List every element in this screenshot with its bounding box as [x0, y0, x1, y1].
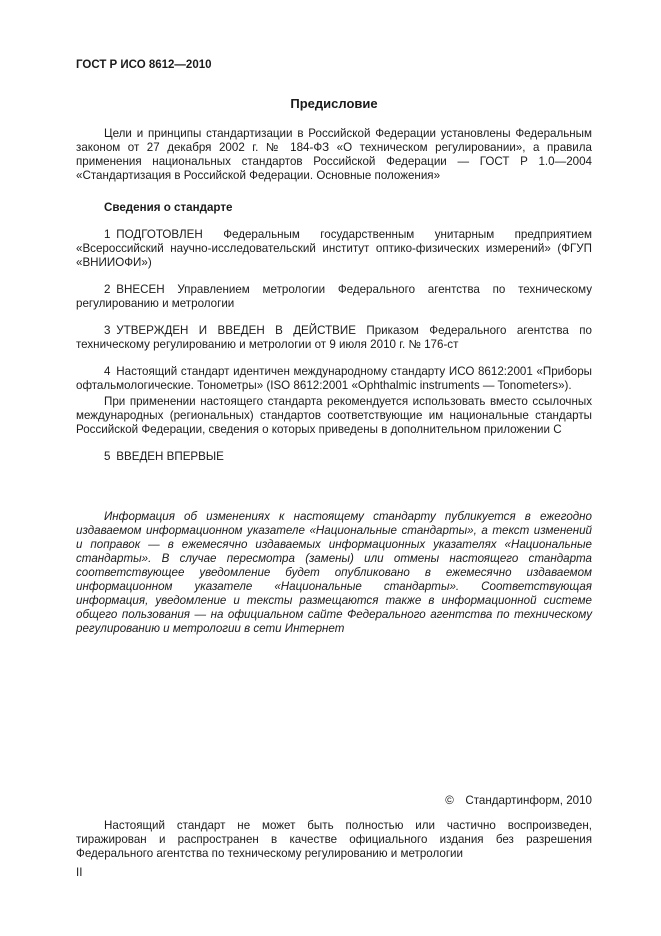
- page-number: II: [76, 866, 83, 879]
- standard-item-1-prepared: 1 ПОДГОТОВЛЕН Федеральным государственным унитарным предприятием «Всероссийский научно-исследовательский институт оптико-физических измерений» (ФГУП «ВНИИОФИ»): [76, 228, 592, 269]
- standard-item-2-submitted: 2 ВНЕСЕН Управлением метрологии Федерального агентства по техническому регулированию и метрологии: [76, 283, 592, 310]
- standard-item-4-identical: 4 Настоящий стандарт идентичен международному стандарту ИСО 8612:2001 «Приборы офтальмологические. Тонометры» (ISO 8612:2001 «Ophthalmic instruments — Tonometers»).: [76, 365, 592, 392]
- amendment-information-note: Информация об изменениях к настоящему стандарту публикуется в ежегодно издаваемом информационном указателе «Национальные стандарты», а текст изменений и поправок — в ежемесячно издаваемых информационных указателях «Национальные стандарты». В случае пересмотра (замены) или отмены настоящего стандарта соответствующее уведомление будет опубликовано в ежемесячно издаваемом информационном указателе «Национальные стандарты». Соответствующая информация, уведомление и тексты размещаются также в информационной системе общего пользования — на официальном сайте Федерального агентства по техническому регулированию и метрологии в сети Интернет: [76, 510, 592, 635]
- intro-paragraph: Цели и принципы стандартизации в Российской Федерации установлены Федеральным законом от 27 декабря 2002 г. № 184-ФЗ «О техническом регулировании», а правила применения национальных стандартов Российской Федерации — ГОСТ Р 1.0—2004 «Стандартизация в Российской Федерации. Основные положения»: [76, 127, 592, 182]
- standard-item-4-application-note: При применении настоящего стандарта рекомендуется использовать вместо ссылочных международных (региональных) стандартов соответствующие им национальные стандарты Российской Федерации, сведения о которых приведены в дополнительном приложении С: [76, 395, 592, 436]
- standard-item-5-introduced: 5 ВВЕДЕН ВПЕРВЫЕ: [104, 450, 224, 463]
- standard-item-3-approved: 3 УТВЕРЖДЕН И ВВЕДЕН В ДЕЙСТВИЕ Приказом Федерального агентства по техническому регулированию и метрологии от 9 июля 2010 г. № 176-ст: [76, 324, 592, 351]
- page-title: Предисловие: [290, 96, 378, 111]
- reproduction-restriction-note: Настоящий стандарт не может быть полностью или частично воспроизведен, тиражирован и распространен в качестве официального издания без разрешения Федерального агентства по техническому регулированию и метрологии: [76, 819, 592, 860]
- page-content: [76, 58, 592, 636]
- copyright-line: © Стандартинформ, 2010: [445, 794, 592, 807]
- section-heading: Сведения о стандарте: [104, 201, 233, 214]
- standard-code-header: ГОСТ Р ИСО 8612—2010: [76, 59, 212, 71]
